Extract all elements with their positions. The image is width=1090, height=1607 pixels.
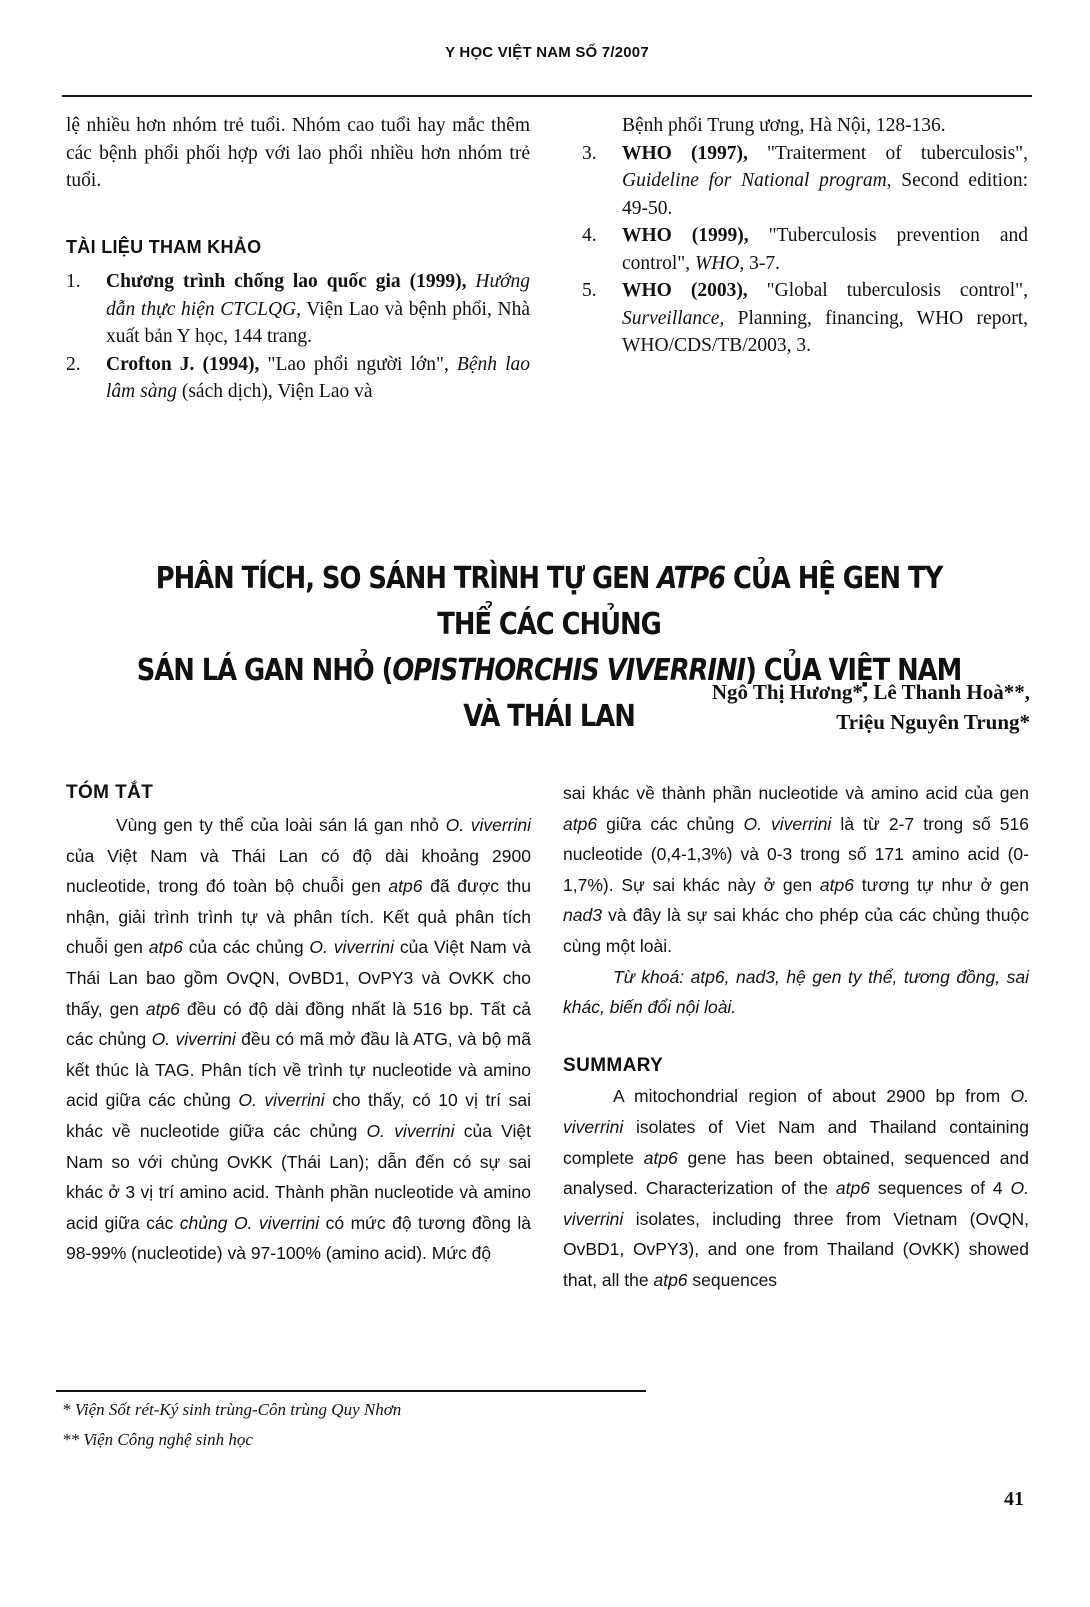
abstract-right-column: [563, 778, 1029, 1296]
authors: [712, 677, 1030, 737]
summary-paragraph: A mitochondrial region of about 2900 bp from O. viverrini isolates of Viet Nam and Thailand containing complete atp6 gene has been obtained, sequenced and analysed. Characterization of the atp6 sequences of 4 O. viverrini isolates, including three from Vietnam (OvQN, OvBD1, OvPY3), and one from Thailand (OvKK) showed that, all the atp6 sequences: [563, 1086, 1029, 1290]
title-line-1: PHÂN TÍCH, SO SÁNH TRÌNH TỰ GEN ATP6 CỦA HỆ GEN TY THỂ CÁC CHỦNG: [155, 561, 943, 642]
authors-line-2: Triệu Nguyên Trung*: [836, 710, 1030, 734]
closing-paragraph: lệ nhiều hơn nhóm trẻ tuổi. Nhóm cao tuổi hay mắc thêm các bệnh phổi phối hợp với lao phổi nhiều hơn nhóm trẻ tuổi.: [66, 115, 530, 191]
authors-line-1: Ngô Thị Hương*, Lê Thanh Hoà**,: [711, 680, 1030, 704]
abstract-vi-heading: TÓM TẮT: [66, 782, 154, 803]
footnotes: [62, 1395, 401, 1455]
reference-continuation: Bệnh phổi Trung ương, Hà Nội, 128-136.: [622, 115, 946, 136]
abstract-vi-column: [66, 782, 532, 1269]
header-rule: [62, 95, 1032, 97]
keywords: Từ khoá: atp6, nad3, hệ gen ty thể, tương đồng, sai khác, biến đổi nội loài.: [563, 966, 1029, 1018]
reference-item: 5. WHO (2003), "Global tuberculosis control", Surveillance, Planning, financing, WHO report, WHO/CDS/TB/2003, 3.: [582, 280, 1028, 356]
references-heading: TÀI LIỆU THAM KHẢO: [66, 237, 262, 257]
reference-item: 4. WHO (1999), "Tuberculosis prevention and control", WHO, 3-7.: [582, 225, 1028, 274]
reference-item: 3. WHO (1997), "Traiterment of tuberculosis", Guideline for National program, Second edition: 49-50.: [582, 142, 1029, 219]
footnote-affiliation-1: * Viện Sốt rét-Ký sinh trùng-Côn trùng Quy Nhơn: [62, 1400, 402, 1419]
page-number: 41: [1004, 1488, 1024, 1510]
footnote-rule: [56, 1390, 646, 1392]
previous-article-closing: [66, 112, 530, 195]
running-header: Y HỌC VIỆT NAM SỐ 7/2007: [445, 44, 649, 61]
abstract-vi-paragraph: Vùng gen ty thể của loài sán lá gan nhỏ O. viverrini của Việt Nam và Thái Lan có độ dài khoảng 2900 nucleotide, trong đó toàn bộ chuỗi gen atp6 đã được thu nhận, giải trình trình tự và phân tích. Kết quả phân tích chuỗi gen atp6 của các chủng O. viverrini của Việt Nam và Thái Lan bao gồm OvQN, OvBD1, OvPY3 và OvKK cho thấy, gen atp6 đều có độ dài đồng nhất là 516 bp. Tất cả các chủng O. viverrini đều có mã mở đầu là ATG, và bộ mã kết thúc là TAG. Phân tích về trình tự nucleotide và amino acid giữa các chủng O. viverrini cho thấy, có 10 vị trí sai khác về nucleotide giữa các chủng O. viverrini của Việt Nam so với chủng OvKK (Thái Lan); dẫn đến có sự sai khác ở 3 vị trí amino acid. Thành phần nucleotide và amino acid giữa các chủng O. viverrini có mức độ tương đồng là 98-99% (nucleotide) và 97-100% (amino acid). Mức độ: [66, 815, 532, 1264]
footnote-affiliation-2: ** Viện Công nghệ sinh học: [62, 1430, 253, 1449]
summary-heading: SUMMARY: [563, 1054, 664, 1076]
reference-item: 2. Crofton J. (1994), "Lao phổi người lớn", Bệnh lao lâm sàng (sách dịch), Viện Lao và: [66, 353, 530, 402]
title-line-2: SÁN LÁ GAN NHỎ (OPISTHORCHIS VIVERRINI) CỦA VIỆT NAM VÀ THÁI LAN: [136, 653, 962, 734]
abstract-vi-paragraph-continued: sai khác về thành phần nucleotide và amino acid của gen atp6 giữa các chủng O. viverrini là từ 2-7 trong số 516 nucleotide (0,4-1,3%) và 0-3 trong số 171 amino acid (0-1,7%). Sự sai khác này ở gen atp6 tương tự như ở gen nad3 và đây là sự sai khác cho phép của các chủng thuộc cùng một loài.: [563, 783, 1029, 956]
references-list-left: [66, 268, 530, 406]
reference-item: 1. Chương trình chống lao quốc gia (1999), Hướng dẫn thực hiện CTCLQG, Viện Lao và bệnh phổi, Nhà xuất bản Y học, 144 trang.: [66, 271, 530, 347]
references-list-right: [582, 112, 1028, 360]
